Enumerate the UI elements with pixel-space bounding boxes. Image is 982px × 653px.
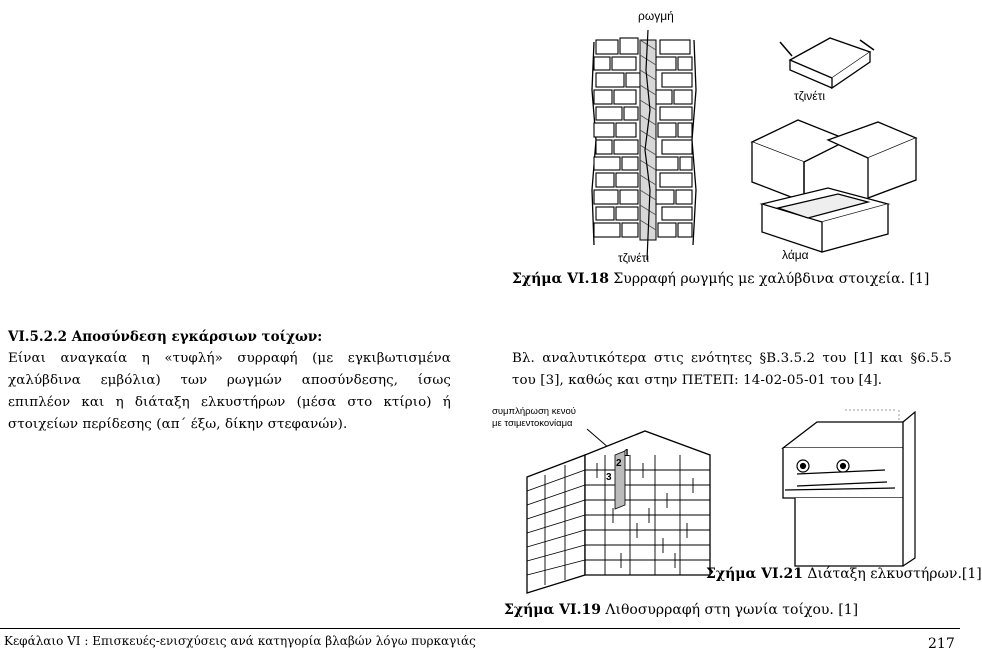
word: [1] <box>853 351 873 366</box>
word: η <box>141 351 150 366</box>
footer-rule <box>0 628 960 629</box>
word: αναγκαία <box>60 351 128 366</box>
page-number: 217 <box>928 636 955 652</box>
word: του <box>822 351 847 366</box>
word: ενότητες <box>691 351 753 366</box>
figure21-caption-text: Διάταξη ελκυστήρων.[1] <box>802 566 982 582</box>
word: (μέσα <box>296 395 337 410</box>
section-title: VI.5.2.2 Αποσύνδεση εγκάρσιων τοίχων: <box>8 329 323 345</box>
figure19-caption-prefix: Σχήμα VI.19 <box>504 602 601 618</box>
figure18-caption-prefix: Σχήμα VI.18 <box>512 271 609 287</box>
footer-chapter: Κεφάλαιο VI : Επισκευές-ενισχύσεις ανά κατηγορία βλαβών λόγω πυρκαγιάς <box>4 634 476 648</box>
label-fill-line-1: συμπλήρωση κενού <box>492 406 576 417</box>
word: ή <box>442 395 451 410</box>
word: Είναι <box>8 351 46 366</box>
step-number-1: 1 <box>624 448 630 459</box>
word: στο <box>347 395 373 410</box>
word: ελκυστήρων <box>200 395 286 410</box>
section-line-1 <box>8 351 451 366</box>
stone-wall-crack-illustration <box>590 30 700 260</box>
label-fill-line-2: με τσιμεντοκονίαμα <box>492 418 573 429</box>
corner-wall-illustration <box>525 425 715 595</box>
figure19-caption-text: Λιθοσυρραφή στη γωνία τοίχου. [1] <box>600 602 859 618</box>
step-number-2: 2 <box>616 458 622 469</box>
grout-clamp-illustration <box>770 30 890 90</box>
word: και <box>81 395 105 410</box>
word: αναλυτικότερα <box>542 351 647 366</box>
word: §6.5.5 <box>910 351 952 366</box>
word: κτίριο) <box>383 395 432 410</box>
figure19-caption <box>504 602 858 618</box>
step-number-3: 3 <box>606 472 612 483</box>
word: αποσύνδεσης, <box>301 373 399 388</box>
word: εμβόλια) <box>100 373 161 388</box>
word: επιπλέον <box>8 395 71 410</box>
label-grout-bottom: τζινέτι <box>618 251 650 265</box>
word: διάταξη <box>134 395 190 410</box>
word: «τυφλή» <box>164 351 223 366</box>
reference-line-2: του [3], καθώς και στην ΠΕΤΕΠ: 14-02-05-01 του [4]. <box>512 373 883 388</box>
word: χαλύβδινα <box>8 373 81 388</box>
figure18-caption-text: Συρραφή ρωγμής με χαλύβδινα στοιχεία. [1] <box>608 271 930 287</box>
section-line-4: στοιχείων περίδεσης (απ΄ έξω, δίκην στεφανών). <box>8 417 348 432</box>
word: εγκιβωτισμένα <box>347 351 451 366</box>
word: ρωγμών <box>226 373 283 388</box>
reference-line-1 <box>512 351 952 366</box>
word: συρραφή <box>237 351 298 366</box>
word: και <box>880 351 904 366</box>
stone-blocks-plate-illustration <box>738 112 918 257</box>
section-line-2 <box>8 373 451 388</box>
label-crack: ρωγμή <box>638 9 674 23</box>
section-line-3 <box>8 395 451 410</box>
word: των <box>180 373 208 388</box>
word: η <box>115 395 124 410</box>
word: (με <box>312 351 334 366</box>
grout-column <box>640 40 656 240</box>
figure18-caption <box>512 271 929 287</box>
word: §Β.3.5.2 <box>759 351 816 366</box>
label-grout-top: τζινέτι <box>794 89 826 103</box>
word: Βλ. <box>512 351 535 366</box>
word: ίσως <box>417 373 451 388</box>
word: στις <box>654 351 684 366</box>
label-plate: λάμα <box>782 248 809 262</box>
figure21-caption <box>706 566 982 582</box>
tie-rod-illustration <box>775 408 945 568</box>
figure21-caption-prefix: Σχήμα VI.21 <box>706 566 803 582</box>
